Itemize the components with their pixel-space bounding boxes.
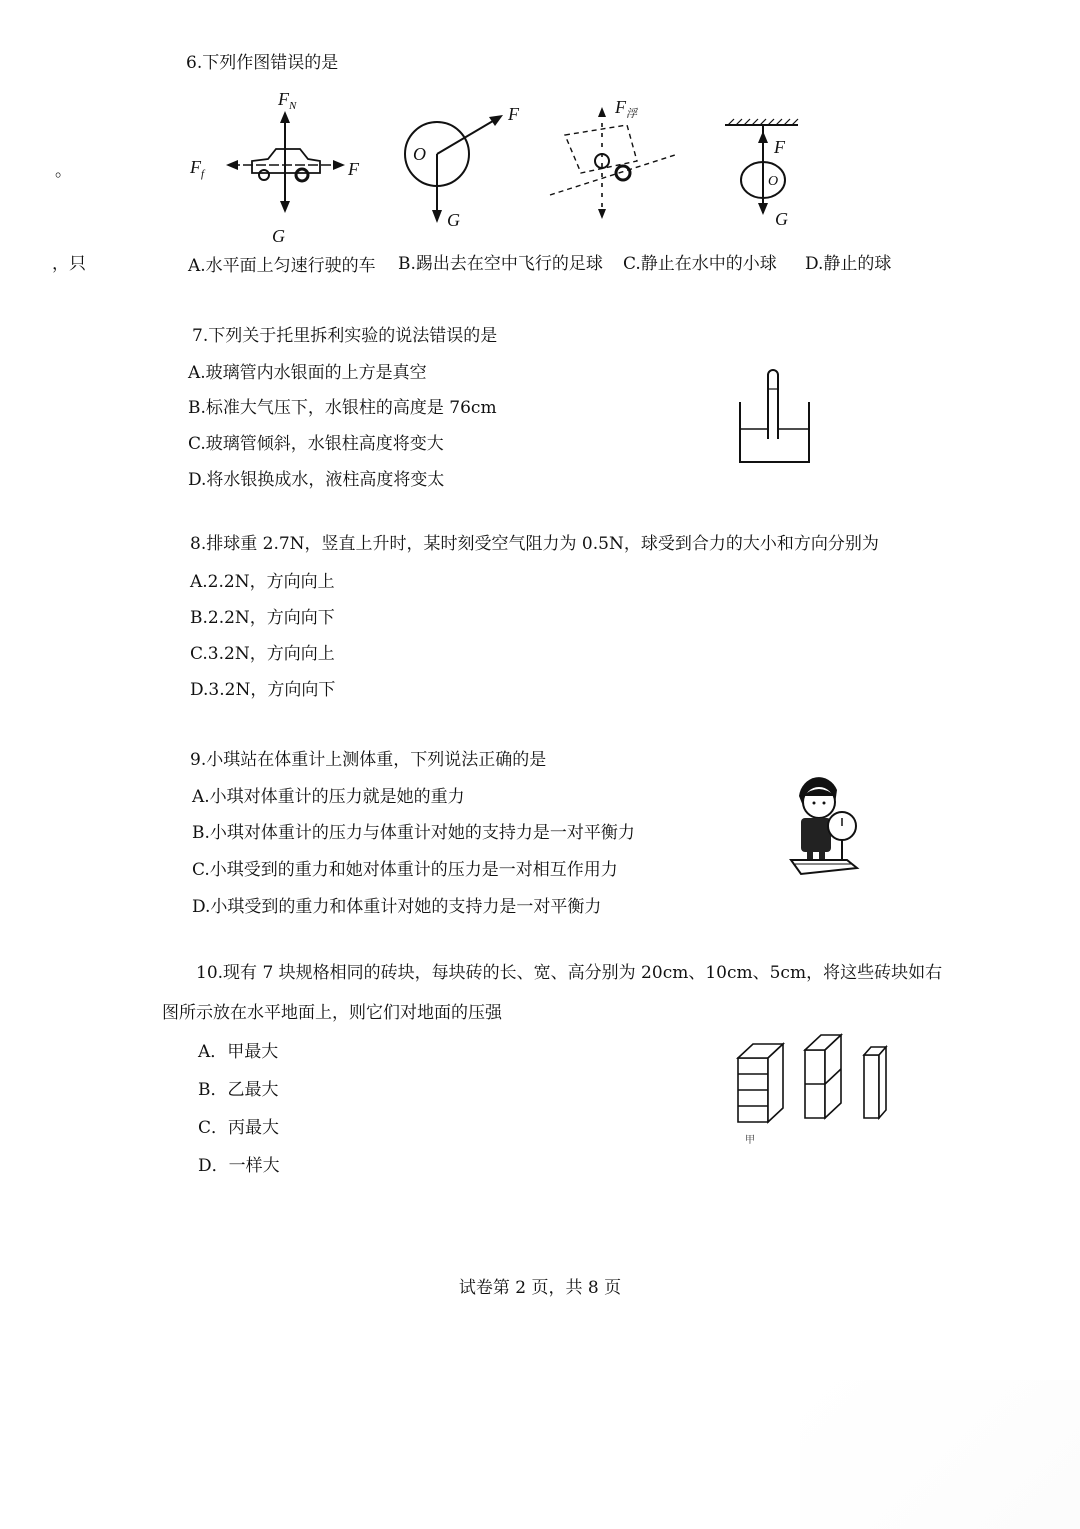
scan-highlight: [800, 1380, 1080, 1529]
ff-label: $F_f$: [190, 157, 205, 180]
q6-figure-car: [180, 85, 380, 245]
q7-option-b: B.标准大气压下，水银柱的高度是 76cm: [188, 398, 497, 418]
q9-stem: 9.小琪站在体重计上测体重，下列说法正确的是: [190, 750, 547, 770]
q6-figure-water-ball: [545, 95, 685, 225]
q8-option-d: D.3.2N，方向向下: [190, 680, 336, 700]
q6-option-c: C.静止在水中的小球: [623, 254, 777, 274]
f-label: $F_浮$: [615, 97, 637, 120]
q8-option-b: B.2.2N，方向向下: [190, 608, 335, 628]
q6-option-a: A.水平面上匀速行驶的车: [188, 256, 376, 276]
q7-option-d: D.将水银换成水，液柱高度将变太: [188, 470, 445, 490]
g-label: G: [272, 226, 285, 246]
q10-option-a: A．甲最大: [198, 1042, 279, 1062]
g-label: G: [775, 209, 788, 229]
q6-stem: 6.下列作图错误的是: [186, 53, 339, 73]
q9-option-d: D.小琪受到的重力和体重计对她的支持力是一对平衡力: [192, 897, 602, 917]
q9-option-c: C.小琪受到的重力和她对体重计的压力是一对相互作用力: [192, 860, 618, 880]
q10-option-c: C．丙最大: [198, 1118, 280, 1138]
o-label: O: [768, 174, 779, 189]
q7-option-a: A.玻璃管内水银面的上方是真空: [188, 363, 427, 383]
q10-figure-bricks: [733, 1030, 903, 1150]
g-label: G: [447, 210, 460, 230]
f-label: F: [774, 137, 785, 157]
q7-figure-torricelli: [737, 367, 817, 467]
q9-figure-girl-on-scale: [785, 768, 865, 878]
f-label: F: [348, 159, 359, 179]
q6-option-d: D.静止的球: [805, 254, 892, 274]
q8-stem: 8.排球重 2.7N，竖直上升时，某时刻受空气阻力为 0.5N，球受到合力的大小和方向分别为: [190, 534, 879, 554]
q10-option-b: B．乙最大: [198, 1080, 279, 1100]
q8-option-c: C.3.2N，方向向上: [190, 644, 335, 664]
q10-stem-line2: 图所示放在水平地面上，则它们对地面的压强: [162, 1003, 502, 1023]
q9-option-b: B.小琪对体重计的压力与体重计对她的支持力是一对平衡力: [192, 823, 635, 843]
margin-dot: 。: [55, 161, 72, 181]
q10-option-d: D．一样大: [198, 1156, 280, 1176]
q10-fig-label: 甲: [745, 1135, 755, 1146]
page-footer: 试卷第 2 页，共 8 页: [458, 1278, 622, 1298]
f-label: F: [508, 104, 519, 124]
q7-stem: 7.下列关于托里拆利实验的说法错误的是: [192, 326, 498, 346]
fn-label: $F_N$: [278, 89, 297, 112]
q7-option-c: C.玻璃管倾斜，水银柱高度将变大: [188, 434, 444, 454]
q8-option-a: A.2.2N，方向向上: [190, 572, 335, 592]
q9-option-a: A.小琪对体重计的压力就是她的重力: [192, 787, 465, 807]
q6-option-b: B.踢出去在空中飞行的足球: [398, 254, 603, 274]
q6-figure-football: [395, 98, 535, 238]
q6-figure-hanging-ball: [720, 115, 820, 235]
q10-stem-line1: 10.现有 7 块规格相同的砖块，每块砖的长、宽、高分别为 20cm、10cm、5cm，将这些砖块如右: [196, 963, 943, 983]
margin-mark: ，只: [52, 254, 86, 274]
o-label: O: [413, 144, 426, 164]
